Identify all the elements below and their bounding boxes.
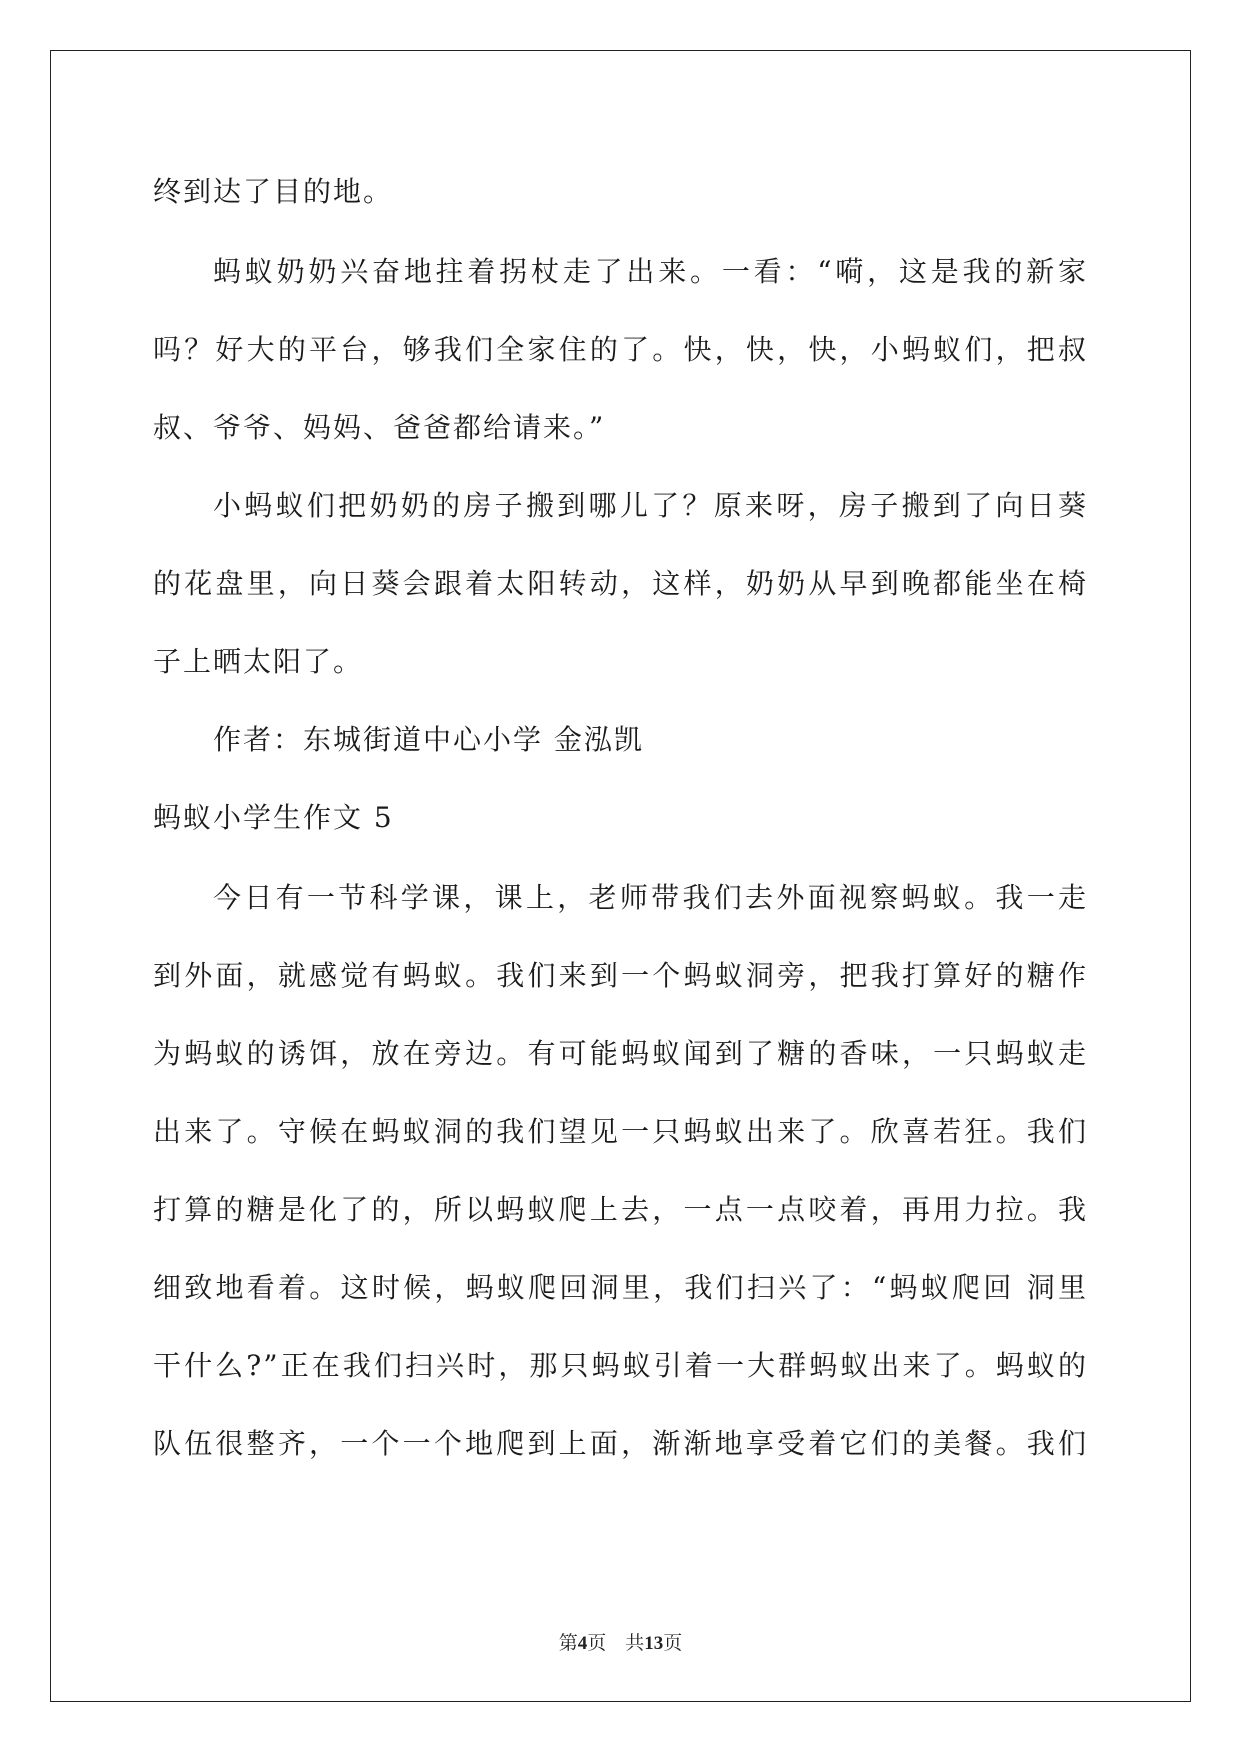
author-line: 作者：东城街道中心小学 金泓凯 (213, 723, 644, 756)
text-line: 蚂蚁奶奶兴奋地拄着拐杖走了出来。一看：“嗬，这是我的新家 (213, 255, 1088, 288)
text-line: 小蚂蚁们把奶奶的房子搬到哪儿了？原来呀，房子搬到了向日葵 (213, 489, 1088, 522)
total-suffix: 页 (663, 1633, 683, 1654)
text-line: 细致地看着。这时候，蚂蚁爬回洞里，我们扫兴了：“蚂蚁爬回 洞里 (153, 1271, 1088, 1304)
page-prefix: 第 (558, 1633, 578, 1654)
page-number: 4 (577, 1633, 588, 1654)
text-line: 子上晒太阳了。 (153, 645, 364, 678)
page-suffix: 页 (587, 1633, 607, 1654)
text-line: 今日有一节科学课，课上，老师带我们去外面视察蚂蚁。我一走 (213, 881, 1088, 914)
section-heading: 蚂蚁小学生作文 5 (153, 801, 394, 834)
text-line: 到外面，就感觉有蚂蚁。我们来到一个蚂蚁洞旁，把我打算好的糖作 (153, 959, 1088, 992)
page-footer (0, 1632, 1241, 1656)
text-line: 干什么?”正在我们扫兴时，那只蚂蚁引着一大群蚂蚁出来了。蚂蚁的 (153, 1349, 1088, 1382)
text-line: 出来了。守候在蚂蚁洞的我们望见一只蚂蚁出来了。欣喜若狂。我们 (153, 1115, 1088, 1148)
text-line: 队伍很整齐，一个一个地爬到上面，渐渐地享受着它们的美餐。我们 (153, 1427, 1088, 1460)
text-line: 为蚂蚁的诱饵，放在旁边。有可能蚂蚁闻到了糖的香味，一只蚂蚁走 (153, 1037, 1088, 1070)
text-line: 的花盘里，向日葵会跟着太阳转动，这样，奶奶从早到晚都能坐在椅 (153, 567, 1088, 600)
text-line: 打算的糖是化了的，所以蚂蚁爬上去，一点一点咬着，再用力拉。我 (153, 1193, 1088, 1226)
text-line: 终到达了目的地。 (153, 175, 394, 208)
text-line: 叔、爷爷、妈妈、爸爸都给请来。” (153, 411, 606, 444)
total-pages: 13 (644, 1633, 664, 1654)
total-prefix: 共 (625, 1633, 645, 1654)
text-line: 吗？好大的平台，够我们全家住的了。快，快，快，小蚂蚁们，把叔 (153, 333, 1088, 366)
